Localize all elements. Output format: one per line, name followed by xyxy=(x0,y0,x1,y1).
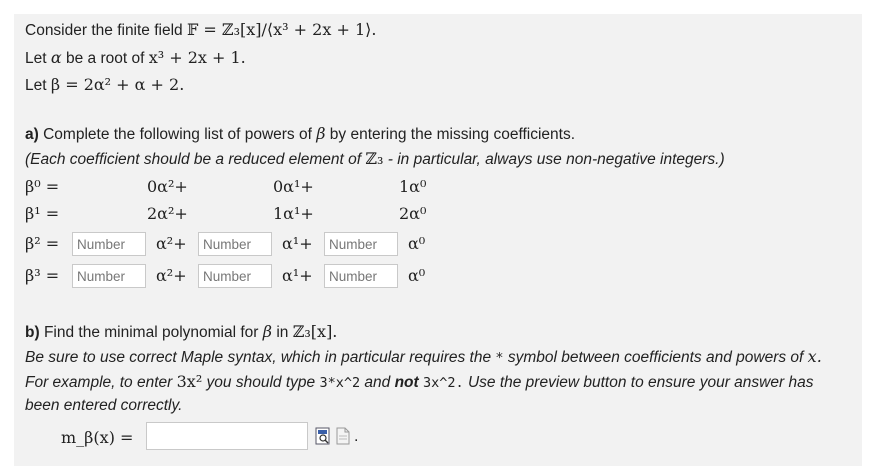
note2-and: and xyxy=(360,374,395,391)
row1-coef0: 2α⁰ xyxy=(399,204,427,223)
beta2-alpha1-coef-input[interactable] xyxy=(198,232,272,256)
note2-mid: you should type xyxy=(202,374,320,391)
part-a-note-start: (Each coefficient should be a reduced element of xyxy=(25,151,366,168)
part-b-ring-math: ℤ₃[x]. xyxy=(292,322,338,341)
beta3-alpha0-coef-input[interactable] xyxy=(324,264,398,288)
row0-coef1: 0α¹+ xyxy=(273,177,314,196)
polynomial-math: x³ + 2x + 1. xyxy=(148,48,246,67)
note2-not: not xyxy=(394,374,419,391)
row2-lhs: β² = xyxy=(25,234,60,253)
part-b-prompt-mid: in xyxy=(272,324,293,341)
part-a-note xyxy=(25,149,725,169)
part-a-label: a) xyxy=(25,126,39,143)
note2-end: Use the preview button to ensure your answer has xyxy=(463,374,814,391)
intro-line-2 xyxy=(25,48,246,68)
beta2-alpha0-coef-input[interactable] xyxy=(324,232,398,256)
part-a-note-end: - in particular, always use non-negative integers.) xyxy=(383,151,725,168)
part-b-note-2 xyxy=(25,372,813,392)
row1-coef2: 2α²+ xyxy=(147,204,188,223)
row3-lhs: β³ = xyxy=(25,266,60,285)
part-b-note-1 xyxy=(25,347,822,367)
note1-end: symbol between coefficients and powers of xyxy=(503,349,808,366)
min-poly-label: m_β(x) = xyxy=(61,428,134,447)
row2-term0: α⁰ xyxy=(408,234,426,253)
beta3-alpha2-coef-input[interactable] xyxy=(72,264,146,288)
help-icon[interactable] xyxy=(335,427,351,445)
beta3-alpha1-coef-input[interactable] xyxy=(198,264,272,288)
row3-term2: α²+ xyxy=(156,266,187,285)
intro-text-1: Consider the finite field xyxy=(25,22,187,39)
preview-icon[interactable] xyxy=(315,427,331,445)
part-a-prompt-text: Complete the following list of powers of xyxy=(38,126,317,143)
beta-definition-math: β = 2α² + α + 2. xyxy=(50,75,185,94)
note3-text: been entered correctly. xyxy=(25,397,183,414)
row2-term1: α¹+ xyxy=(282,234,313,253)
row1-coef1: 1α¹+ xyxy=(273,204,314,223)
min-poly-answer-input[interactable] xyxy=(146,422,308,450)
note2-math: 3x² xyxy=(176,372,203,391)
part-b-beta-math: β xyxy=(262,322,273,341)
part-b-label: b) xyxy=(25,324,40,341)
note2-start: For example, to enter xyxy=(25,374,177,391)
intro-text-2b: be a root of xyxy=(61,50,149,67)
row2-term2: α²+ xyxy=(156,234,187,253)
part-a-prompt-end: by entering the missing coefficients. xyxy=(325,126,576,143)
part-a-prompt xyxy=(25,124,575,144)
part-b-prompt xyxy=(25,322,337,342)
row0-lhs: β⁰ = xyxy=(25,177,60,196)
intro-line-1 xyxy=(25,20,376,40)
question-panel xyxy=(14,14,862,466)
alpha-math: α xyxy=(50,48,62,67)
row3-term1: α¹+ xyxy=(282,266,313,285)
part-a-note-math: ℤ₃ xyxy=(365,149,384,168)
note2-code-wrong: 3x^2. xyxy=(423,375,464,391)
intro-line-3 xyxy=(25,75,184,95)
field-definition-math: 𝔽 = ℤ₃[x]/⟨x³ + 2x + 1⟩. xyxy=(186,20,377,39)
part-b-prompt-text: Find the minimal polynomial for xyxy=(39,324,263,341)
trailing-period: . xyxy=(354,428,359,445)
row1-lhs: β¹ = xyxy=(25,204,60,223)
note1-start: Be sure to use correct Maple syntax, which in particular requires the xyxy=(25,349,496,366)
row0-coef0: 1α⁰ xyxy=(399,177,427,196)
row0-coef2: 0α²+ xyxy=(147,177,188,196)
note1-math: x. xyxy=(807,347,822,366)
part-a-beta-math: β xyxy=(316,124,326,143)
note1-code: * xyxy=(495,350,504,366)
beta2-alpha2-coef-input[interactable] xyxy=(72,232,146,256)
intro-text-2a: Let xyxy=(25,50,51,67)
row3-term0: α⁰ xyxy=(408,266,426,285)
intro-text-3: Let xyxy=(25,77,51,94)
note2-code-correct: 3*x^2 xyxy=(319,375,361,391)
part-b-note-3 xyxy=(25,397,182,415)
